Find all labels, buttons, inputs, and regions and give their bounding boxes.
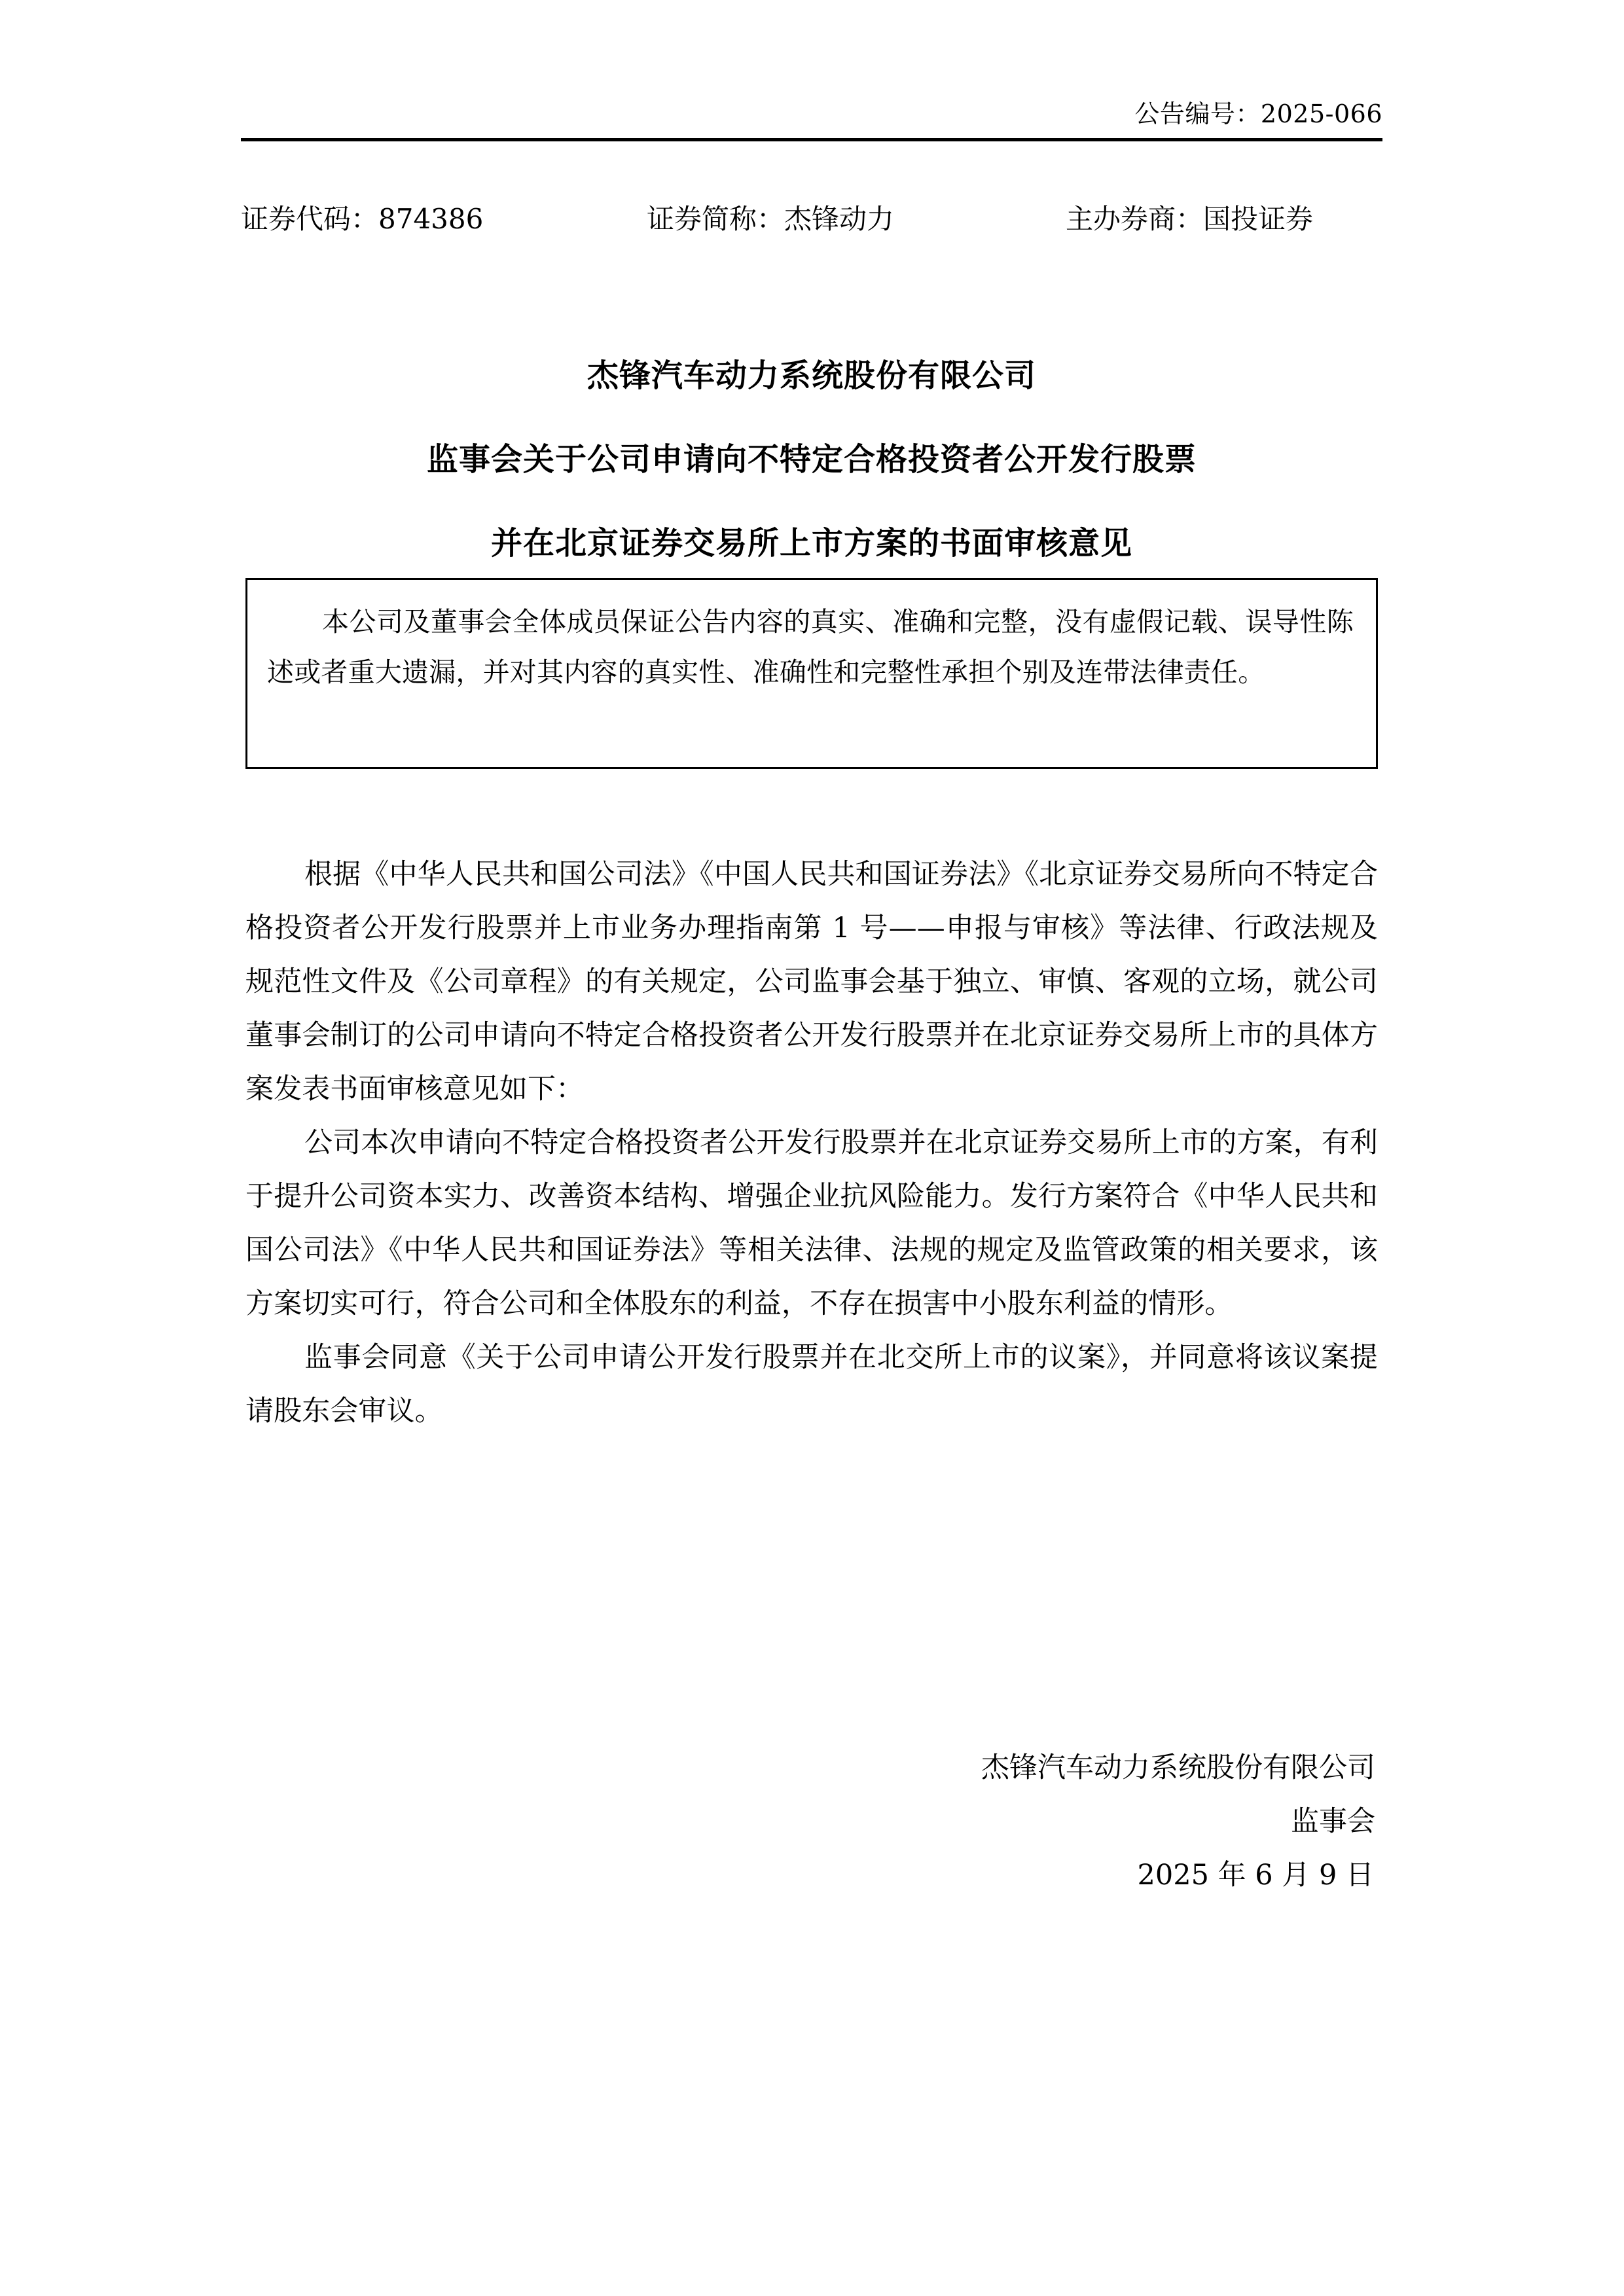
document-body	[245, 848, 1378, 1438]
page-title-line-3: 并在北京证券交易所上市方案的书面审核意见	[490, 525, 1132, 562]
security-info-row	[241, 200, 1382, 239]
signature-company-name: 杰锋汽车动力系统股份有限公司	[981, 1751, 1375, 1784]
page-header	[241, 98, 1382, 141]
announcement-number: 公告编号：2025-066	[1134, 99, 1382, 128]
disclaimer-box	[245, 578, 1378, 769]
signature-organ: 监事会	[1291, 1805, 1375, 1838]
lead-broker: 主办券商：国投证券	[1066, 203, 1314, 235]
page-title-line-2: 监事会关于公司申请向不特定合格投资者公开发行股票	[426, 441, 1197, 478]
body-paragraph-1: 根据《中华人民共和国公司法》《中国人民共和国证券法》《北京证券交易所向不特定合格投资者公开发行股票并上市业务办理指南第 1 号——申报与审核》等法律、行政法规及规范性文件及《公司章程》的有关规定，公司监事会基于独立、审慎、客观的立场，就公司董事会制订的公司申请向不特定合格投资者公开发行股票并在北京证券交易所上市的具体方案发表书面审核意见如下：	[245, 858, 1378, 1105]
body-paragraph-3: 监事会同意《关于公司申请公开发行股票并在北交所上市的议案》，并同意将该议案提请股东会审议。	[245, 1341, 1378, 1427]
body-paragraph-2: 公司本次申请向不特定合格投资者公开发行股票并在北京证券交易所上市的方案，有利于提升公司资本实力、改善资本结构、增强企业抗风险能力。发行方案符合《中华人民共和国公司法》《中华人民共和国证券法》等相关法律、法规的规定及监管政策的相关要求，该方案切实可行，符合公司和全体股东的利益，不存在损害中小股东利益的情形。	[245, 1126, 1378, 1320]
header-divider	[241, 138, 1382, 141]
signature-date: 2025 年 6 月 9 日	[1137, 1859, 1374, 1892]
disclaimer-text: 本公司及董事会全体成员保证公告内容的真实、准确和完整，没有虚假记载、误导性陈述或者重大遗漏，并对其内容的真实性、准确性和完整性承担个别及连带法律责任。	[267, 606, 1354, 688]
document-title-block	[241, 334, 1382, 585]
page-title-line-1: 杰锋汽车动力系统股份有限公司	[586, 357, 1036, 394]
security-code: 证券代码：874386	[241, 203, 484, 235]
security-abbreviation: 证券简称：杰锋动力	[647, 203, 895, 235]
signature-block	[245, 1741, 1378, 1902]
